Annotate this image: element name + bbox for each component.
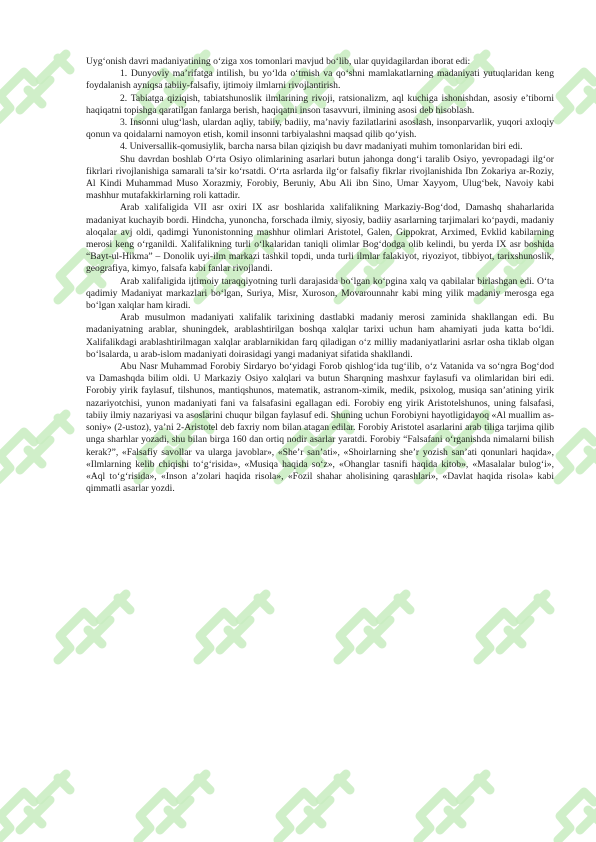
watermark-stroke	[220, 620, 250, 650]
watermark-stroke	[20, 80, 50, 110]
watermark-stroke	[580, 440, 596, 470]
watermark-stroke	[180, 774, 210, 800]
watermark-stroke	[500, 620, 530, 650]
watermark-stroke	[380, 594, 410, 620]
watermark-stroke	[58, 612, 94, 660]
watermark-stroke	[138, 792, 174, 840]
watermark-stroke	[300, 800, 330, 830]
watermark-stroke	[80, 620, 110, 650]
watermark-stroke	[558, 792, 594, 840]
watermark-stroke	[580, 80, 596, 110]
watermark-stroke	[558, 72, 594, 120]
watermark-stroke	[440, 800, 470, 830]
watermark-stroke	[460, 774, 490, 800]
paragraph-arab-caliphate-culture: Arab xalifaligida VII asr oxiri IX asr boshlarida xalifalikning Markaziy-Bog‘dod, Damashq shaharlarida madaniyat kuchayib bordi. Hindcha, yunoncha, forschada ilmiy, siyosiy, badiiy asarlarning tarjimalari ko‘paydi, madaniy aloqalar avj oldi, qadimgi Yunonistonning mashhur olimlari Aristotel, Galen, Gippokrat, Arximed, Evklid kabilarning merosi keng o‘rganildi. Xalifalikning turli o‘lkalaridan taniqli olimlar Bog‘dodga olib kelindi, bu yerda IX asr boshida “Bayt-ul-Hikma” – Donolik uyi-ilm markazi tashkil topdi, unda turli ilmlar falakiyot, riyoziyot, tibbiyot, tarixshunoslik, geografiya, kimyo, falsafa kabi fanlar rivojlandi.	[86, 202, 554, 275]
watermark-stroke	[278, 792, 314, 840]
paragraph-central-asia-scholars: Shu davrdan boshlab O‘rta Osiyo olimlarining asarlari butun jahonga dong‘i taralib Osiyo, yevropadagi ilg‘or fikrlari rivojlanishiga samarali ta’sir ko‘rsatdi. O‘rta asrlarda ilg‘or falsafiy fikrlar rivojlanishida Ibn Zokariya ar-Roziy, Al Kindi Muhammad Muso Xorazmiy, Forobiy, Beruniy, Abu Ali ibn Sino, Umar Xayyom, Ulug‘bek, Navoiy kabi mashhur mutafakkirlarning roli kattadir.	[86, 153, 554, 202]
watermark-stroke	[240, 594, 270, 620]
document-body	[86, 56, 554, 495]
watermark-stroke	[320, 774, 350, 800]
watermark-stroke	[198, 612, 234, 660]
paragraph-caliphate-peoples: Arab xalifaligida ijtimoiy taraqqiyotning turli darajasida bo‘lgan ko‘pgina xalq va qabilalar birlashgan edi. O‘ta qadimiy Madaniyat markazlari bo‘lgan, Suriya, Misr, Xuroson, Movarounnahr kabi ming yilik madaniy merosga ega bo‘lgan xalqlar ham kiradi.	[86, 275, 554, 312]
watermark-stroke	[40, 774, 70, 800]
watermark-stroke	[558, 432, 594, 480]
intro-paragraph: Uyg‘onish davri madaniyatining o‘ziga xos tomonlari mavjud bo‘lib, ular quyidagilardan iborat edi:	[86, 56, 471, 67]
watermark-stroke	[580, 800, 596, 830]
list-item-1: 1. Dunyoviy ma’rifatga intilish, bu yo‘lda o‘tmish va qo‘shni mamlakatlarning madaniyati yutuqlaridan keng foydalanish ayniqsa tabiiy-falsafiy, ijtimoiy ilmlarni rivojlantirish.	[86, 68, 554, 92]
list-item-2: 2. Tabiatga qiziqish, tabiatshunoslik ilmlarining rivoji, ratsionalizm, aql kuchiga ishonishdan, asosiy e’tiborni haqiqatni topishga qaratilgan fanlarga berish, haqiqatni inson tasavvuri, ilmining asosi deb hisoblash.	[86, 92, 554, 116]
watermark-stroke	[418, 792, 454, 840]
watermark-stroke	[0, 792, 34, 840]
watermark-stroke	[100, 594, 130, 620]
watermark-stroke	[478, 612, 514, 660]
watermark-stroke	[20, 440, 50, 470]
watermark-stroke	[160, 800, 190, 830]
watermark-stroke	[20, 800, 50, 830]
watermark-stroke	[40, 414, 70, 440]
watermark-stroke	[520, 594, 550, 620]
watermark-stroke	[0, 432, 34, 480]
watermark-stroke	[0, 72, 34, 120]
watermark-stroke	[360, 620, 390, 650]
list-item-3: 3. Insonni ulug‘lash, ulardan aqliy, tabiiy, badiiy, ma’naviy fazilatlarini asoslash, insonparvarlik, yuqori axloqiy qonun va qoidalarni namoyon etish, komil insonni tarbiyalashni maqsad qilib qo‘yish.	[86, 117, 554, 141]
watermark-stroke	[338, 612, 374, 660]
paragraph-farabi: Abu Nasr Muhammad Forobiy Sirdaryo bo‘yidagi Forob qishlog‘ida tug‘ilib, o‘z Vatanida va so‘ngra Bog‘dod va Damashqda bilim oldi. U Markaziy Osiyo xalqlari va butun Sharqning mashxur faylasufi va olimlaridan biri edi. Forobiy yirik faylasuf, tilshunos, mantiqshunos, matematik, astranom-ximik, medik, psixolog, musiqa san’atining yirik nazariyotchisi, yunon madaniyati fani va falsafasini egallagan edi. Forobiy eng yirik Aristotelshunos, uning falsafasi, tabiiy ilmiy nazariyasi va asoslarini chuqur bilgan faylasuf edi. Shuning uchun Forobiyni hayotligidayoq «Al muallim as-soniy» (2-ustoz), ya’ni 2-Aristotel deb faxriy nom bilan atagan edilar. Forobiy Aristotel asarlarini arab tiliga tarjima qilib unga sharhlar yozadi, shu bilan birga 160 dan ortiq nodir asarlar yaratdi. Forobiy “Falsafani o‘rganishda nimalarni bilish kerak?”, «Falsafiy savollar va ularga javoblar», «She’r san’ati», «Shoirlarning she’r yozish san’ati qonunlari haqida», «Ilmlarning kelib chiqishi to‘g‘risida», «Musiqa haqida so‘z», «Ohanglar tasnifi haqida kitob», «Masalalar bulog‘i», «Aql to‘g‘risida», «Inson a’zolari haqida risola», «Fozil shahar aholisining qarashlari», «Davlat haqida risola» kabi qimmatli asarlar yozdi.	[86, 361, 554, 495]
watermark-stroke	[40, 54, 70, 80]
paragraph-arab-muslim-culture: Arab musulmon madaniyati xalifalik tarixining dastlabki madaniy merosi zaminida shakllangan edi. Bu madaniyatning arablar, shuningdek, arablashtirilgan boshqa xalqlar tarixi uchun ham ahamiyati juda katta bo‘ldi. Xalifalikdagi arablashtirilmagan xalqlar arablarnikidan farq qiladigan o‘z milliy madaniyatlarini asrlar osha tiklab olgan bo‘lsalarda, u arab-islom madaniyati doirasidagi yangi madaniyat sifatida shakllandi.	[86, 312, 554, 360]
list-item-4: 4. Universallik-qomusiylik, barcha narsa bilan qiziqish bu davr madaniyati muhim tomonlaridan biri edi.	[120, 141, 523, 153]
